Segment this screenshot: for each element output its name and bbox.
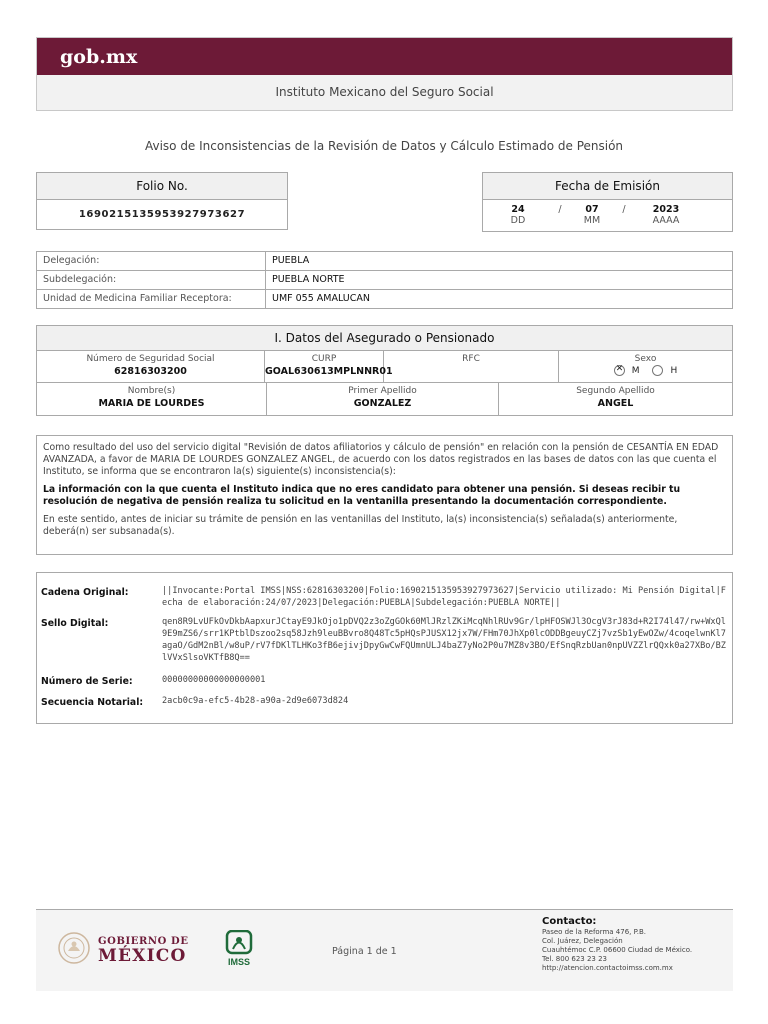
brand-logo: gob.mx <box>37 38 732 75</box>
gob-line1: GOBIERNO DE <box>98 936 189 947</box>
contact-block <box>542 916 692 973</box>
sexo-h-label: H <box>670 365 678 376</box>
document-title: Aviso de Inconsistencias de la Revisión de Datos y Cálculo Estimado de Pensión <box>144 139 624 153</box>
subdelegacion-key: Subdelegación: <box>37 271 266 289</box>
fecha-year-label: AAAA <box>652 215 680 226</box>
contact-link[interactable]: http://atencion.contactoimss.com.mx <box>542 964 673 972</box>
serie-label: Número de Serie: <box>41 676 133 687</box>
contact-title: Contacto: <box>542 916 597 927</box>
nss-label: Número de Seguridad Social <box>86 354 215 364</box>
table-row <box>37 252 732 271</box>
table-row <box>37 271 732 290</box>
notice-intro: Como resultado del uso del servicio digital "Revisión de datos afiliatorios y cálculo de pensión" en relación con la pensión de CESANTÍA EN EDAD AVANZADA, a favor de MARIA DE LOURDES GONZALEZ ANGEL, de acuerdo con los datos registrados en las bases de datos con las que cuenta el Instituto, se informa que se encontraron la(s) siguiente(s) inconsistencia(s): <box>43 442 719 477</box>
curp-label: CURP <box>311 354 337 364</box>
page-footer <box>36 909 733 991</box>
delegacion-value: PUEBLA <box>272 255 310 266</box>
page-header <box>36 37 733 111</box>
delegacion-table <box>36 251 733 309</box>
fecha-box <box>482 172 733 232</box>
cadena-label: Cadena Original: <box>41 587 129 598</box>
nombre-value: MARIA DE LOURDES <box>98 398 205 409</box>
sello-label: Sello Digital: <box>41 618 109 629</box>
digital-seal-box <box>36 572 733 724</box>
gobierno-mexico-logo <box>98 936 189 966</box>
institution-name: Instituto Mexicano del Seguro Social <box>37 75 732 110</box>
nss-value: 62816303200 <box>114 366 187 377</box>
contact-line: Cuauhtémoc C.P. 06600 Ciudad de México. <box>542 946 693 954</box>
serie-value: 00000000000000000001 <box>162 675 266 685</box>
fecha-day: 24 <box>511 204 525 215</box>
asegurado-box <box>36 325 733 416</box>
curp-value: GOAL630613MPLNNR01 <box>265 366 393 377</box>
table-row <box>37 290 732 309</box>
imss-logo-icon <box>221 930 257 968</box>
fecha-month: 07 <box>585 204 599 215</box>
notice-inconsistency: La información con la que cuenta el Instituto indica que no eres candidato para obtener una pensión. Si deseas recibir tu resolución de negativa de pensión realiza tu solicitud en la ventanilla presentando la documentación correspondiente. <box>43 484 681 507</box>
sello-value: qen8R9LvUFkOvDkbAapxurJCtayE9JkOjo1pDVQ2z3oZgGOk60MlJRzlZKiMcqNhlRUv9Gr/lpHFOSWJl3OcgV3rJ83d+R2I74l47/rw+WxQl9E9mZS6/srr1KPtblDszoo2sq58Jzh9leuBBvro8Q48Tc5pHQsPJUSX12jx7W/FHm70JhXp0lcODDBgeuyCZj7vzSb1yEwOZw/4coqelwnKl7agaO/GdM2nBl/w8uP/rV7fDKlTLHKo3fB6ejivjDpyGwCwFQUmnULJ4baZ7yNo2P0u7MZ8v3BO/EfSnqRzbUan0npUVZZlrQQxk0a27XBo/BZlVVxSlsoVKTfB8Q== <box>162 617 726 663</box>
coat-of-arms-icon <box>57 931 91 965</box>
contact-line: Paseo de la Reforma 476, P.B. <box>542 928 646 936</box>
folio-value: 1690215135953927973627 <box>78 209 246 220</box>
notice-closing: En este sentido, antes de iniciar su trámite de pensión en las ventanillas del Instituto, la(s) inconsistencia(s) señalada(s) anteriormente, deberá(n) ser subsanada(s). <box>43 514 678 537</box>
fecha-separator: / <box>558 204 562 215</box>
imss-text: IMSS <box>227 957 251 967</box>
page-number: Página 1 de 1 <box>332 946 397 957</box>
segundo-apellido-value: ANGEL <box>597 398 634 409</box>
gob-line2: MÉXICO <box>98 946 187 966</box>
folio-label: Folio No. <box>37 173 287 200</box>
fecha-separator: / <box>622 204 626 215</box>
asegurado-title: I. Datos del Asegurado o Pensionado <box>37 326 732 351</box>
primer-apellido-label: Primer Apellido <box>348 386 417 396</box>
fecha-year: 2023 <box>652 204 680 215</box>
umf-key: Unidad de Medicina Familiar Receptora: <box>37 290 266 308</box>
fecha-day-label: DD <box>510 215 526 226</box>
contact-line: Col. Juárez, Delegación <box>542 937 623 945</box>
inconsistency-notice <box>36 435 733 555</box>
sexo-m-radio[interactable] <box>614 365 625 376</box>
cadena-value: ||Invocante:Portal IMSS|NSS:62816303200|Folio:1690215135953927973627|Servicio utilizado: Mi Pensión Digital|Fecha de elaboración:24/07/2023|Delegación:PUEBLA|Subdelegación:PUEBLA NORTE|| <box>162 586 726 608</box>
sexo-label: Sexo <box>634 354 657 364</box>
segundo-apellido-label: Segundo Apellido <box>576 386 655 396</box>
delegacion-key: Delegación: <box>37 252 266 270</box>
nombre-label: Nombre(s) <box>127 386 176 396</box>
secuencia-label: Secuencia Notarial: <box>41 697 144 708</box>
folio-box <box>36 172 288 230</box>
primer-apellido-value: GONZALEZ <box>353 398 412 409</box>
sexo-h-radio[interactable] <box>652 365 663 376</box>
fecha-month-label: MM <box>583 215 601 226</box>
sexo-m-label: M <box>631 365 640 376</box>
secuencia-value: 2acb0c9a-efc5-4b28-a90a-2d9e6073d824 <box>162 696 349 706</box>
umf-value: UMF 055 AMALUCAN <box>272 293 370 304</box>
fecha-label: Fecha de Emisión <box>483 173 732 200</box>
rfc-label: RFC <box>462 354 480 364</box>
subdelegacion-value: PUEBLA NORTE <box>272 274 345 285</box>
contact-line: Tel. 800 623 23 23 <box>542 955 607 963</box>
